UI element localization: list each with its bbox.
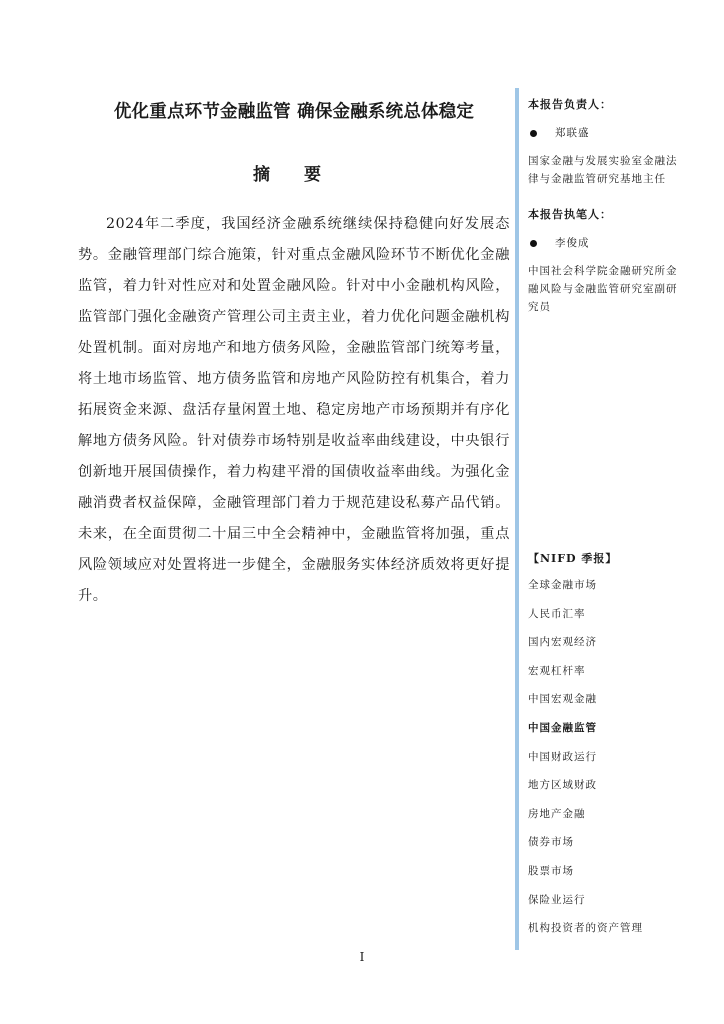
abstract-paragraph: 2024年二季度，我国经济金融系统继续保持稳健向好发展态势。金融管理部门综合施策，针对重点金融风险环节不断优化金融监管，着力针对性应对和处置金融风险。针对中小金融机构风险，监管部门强化金融资产管理公司主责主业，着力优化问题金融机构处置机制。面对房地产和地方债务风险，金融监管部门统筹考量，将土地市场监管、地方债务监管和房地产风险防控有机集合，着力拓展资金来源、盘活存量闲置土地、稳定房地产市场预期并有序化解地方债务风险。针对债券市场特别是收益率曲线建设，中央银行创新地开展国债操作，着力构建平滑的国债收益率曲线。为强化金融消费者权益保障，金融管理部门着力于规范建设私募产品代销。未来，在全面贯彻二十届三中全会精神中，金融监管将加强，重点风险领域应对处置将进一步健全，金融服务实体经济质效将更好提升。 [78,216,510,604]
writer-person [528,234,678,252]
series-item: 地方区域财政 [528,779,597,792]
series-item: 股票市场 [528,864,574,877]
writer-description: 中国社会科学院金融研究所金融风险与金融监管研究室副研究员 [528,265,678,313]
sidebar-accent-bar [515,88,519,950]
series-item-current: 中国金融监管 [528,721,597,734]
series-item: 机构投资者的资产管理 [528,922,643,935]
series-item: 国内宏观经济 [528,636,597,649]
series-item: 中国财政运行 [528,750,597,763]
lead-heading: 本报告负责人： [528,98,612,111]
series-item: 人民币汇率 [528,607,586,620]
lead-person [528,124,678,142]
report-credits [528,96,678,334]
series-item: 中国宏观金融 [528,693,597,706]
series-heading: 【NIFD 季报】 [528,552,618,565]
series-list [528,550,688,947]
abstract-heading: 摘 要 [253,165,335,185]
series-item: 房地产金融 [528,807,586,820]
series-item: 债券市场 [528,836,574,849]
writer-name: 李俊成 [555,237,590,249]
page-number: I [359,950,365,964]
lead-name: 郑联盛 [555,127,590,139]
lead-description: 国家金融与发展实验室金融法律与金融监管研究基地主任 [528,155,678,185]
writer-heading: 本报告执笔人： [528,208,612,221]
series-item: 全球金融市场 [528,579,597,591]
bullet-icon [530,130,537,137]
bullet-icon [530,240,537,247]
main-content [78,98,510,626]
series-item: 宏观杠杆率 [528,664,586,677]
series-item: 保险业运行 [528,893,586,906]
report-title: 优化重点环节金融监管 确保金融系统总体稳定 [113,102,475,122]
series-items [528,575,688,947]
